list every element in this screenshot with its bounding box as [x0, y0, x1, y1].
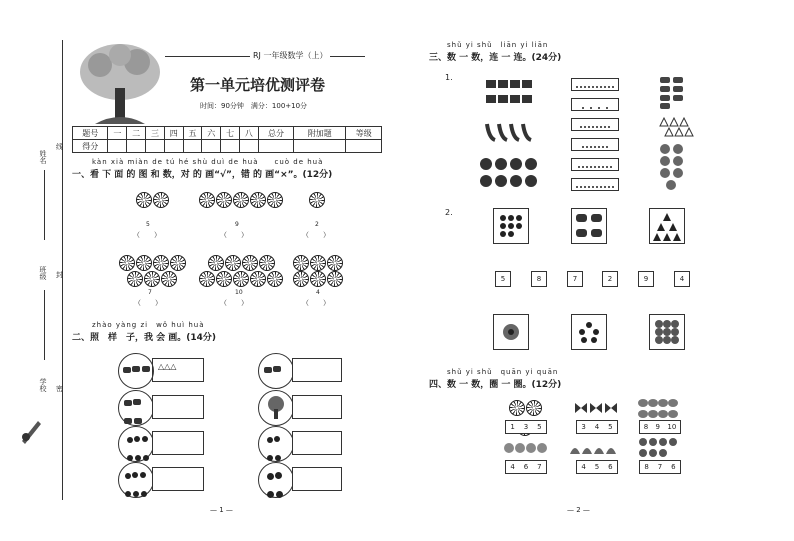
number-box[interactable]: 8	[531, 271, 547, 287]
dot-icon	[588, 86, 590, 88]
basket-icon	[135, 455, 141, 461]
bird-icon	[267, 437, 273, 443]
score-table-score-row	[73, 140, 382, 153]
truck-icon	[273, 366, 281, 372]
dot-icon	[580, 126, 582, 128]
dot-icon	[612, 186, 614, 188]
picture-card-triangles[interactable]	[649, 208, 685, 244]
option-number[interactable]: 7	[537, 463, 542, 471]
item-number: 9	[235, 221, 239, 228]
picture-circle-baskets	[118, 426, 154, 462]
option-number[interactable]: 1	[510, 423, 515, 431]
flower-icon	[526, 400, 542, 416]
option-number[interactable]: 3	[523, 423, 529, 431]
dot-icon	[588, 126, 590, 128]
item-number: 2	[315, 221, 319, 228]
flower-icon	[267, 192, 283, 208]
dot-bar[interactable]	[571, 118, 619, 131]
score-cell[interactable]	[127, 140, 146, 153]
flower-icon	[199, 192, 215, 208]
score-cell[interactable]	[258, 140, 293, 153]
option-box[interactable]	[505, 420, 547, 434]
score-cell[interactable]	[346, 140, 382, 153]
drawing-box[interactable]	[152, 467, 204, 491]
dot-icon	[600, 186, 602, 188]
table-header: 题号	[73, 127, 108, 140]
flower-icon	[136, 192, 152, 208]
number-box[interactable]: 4	[674, 271, 690, 287]
option-number[interactable]: 4	[510, 463, 515, 471]
flower-icon	[208, 255, 224, 271]
ball-icon	[275, 472, 282, 479]
table-header: 六	[202, 127, 221, 140]
option-number[interactable]: 8	[644, 463, 649, 471]
margin-label-seal: 封	[56, 271, 63, 279]
option-number[interactable]: 6	[523, 463, 529, 471]
flower-icon	[127, 271, 143, 287]
section4-heading: 四、数 一 数，圈 一 圈。(12分)	[429, 380, 562, 390]
option-number[interactable]: 5	[537, 423, 542, 431]
option-box[interactable]	[576, 420, 618, 434]
flower-icon	[327, 255, 343, 271]
dot-icon	[600, 86, 602, 88]
dot-icon	[580, 186, 582, 188]
picture-circle-trucks	[258, 353, 294, 389]
number-box[interactable]: 9	[638, 271, 654, 287]
item-number: 7	[148, 289, 152, 296]
car-icon	[132, 366, 140, 372]
option-number[interactable]: 3	[581, 423, 586, 431]
right-page	[397, 0, 794, 541]
flower-icon	[153, 255, 169, 271]
picture-circle-cars	[118, 353, 154, 389]
dot-icon	[592, 186, 594, 188]
dot-icon	[612, 86, 614, 88]
dot-icon	[586, 166, 588, 168]
answer-paren[interactable]: （ ）	[302, 299, 330, 307]
margin-label-line: 线	[56, 143, 63, 151]
dot-icon	[594, 146, 596, 148]
flower-icon	[293, 255, 309, 271]
answer-paren[interactable]: （ ）	[134, 299, 162, 307]
bird-icon	[267, 455, 273, 461]
dot-icon	[598, 166, 600, 168]
tree-logo	[75, 40, 165, 125]
count-group-fruit	[503, 440, 547, 460]
leaf-icon	[132, 472, 138, 478]
flags-group	[485, 78, 535, 112]
dot-icon	[604, 86, 606, 88]
dot-icon	[602, 146, 604, 148]
dot-icon	[576, 86, 578, 88]
flower-icon	[259, 255, 275, 271]
truck-icon	[264, 367, 272, 373]
drawing-box[interactable]	[152, 358, 204, 382]
table-header: 三	[146, 127, 165, 140]
dot-icon	[598, 146, 600, 148]
ball-icon	[276, 491, 283, 498]
section2-pinyin: zhào yàng zi wǒ huì huà	[92, 321, 205, 329]
flower-icon	[161, 271, 177, 287]
dot-bar[interactable]	[571, 78, 619, 91]
flower-icon	[327, 271, 343, 287]
basket-icon	[142, 436, 148, 442]
fish-icon	[124, 418, 132, 424]
option-number[interactable]: 6	[671, 463, 676, 471]
flower-icon	[310, 255, 326, 271]
dot-icon	[584, 186, 586, 188]
basket-icon	[134, 436, 140, 442]
table-header: 一	[108, 127, 127, 140]
car-icon	[142, 366, 150, 372]
flower-icon	[225, 255, 241, 271]
flower-icon	[136, 255, 152, 271]
flower-icon	[267, 271, 283, 287]
number-box[interactable]: 2	[602, 271, 618, 287]
dot-icon	[606, 146, 608, 148]
dot-icon	[608, 186, 610, 188]
score-cell[interactable]	[239, 140, 258, 153]
basket-icon	[127, 437, 133, 443]
table-header: 四	[164, 127, 183, 140]
count-group-shells	[569, 440, 621, 460]
margin-label-school: 学校	[39, 378, 47, 392]
answer-paren[interactable]: （ ）	[220, 231, 248, 239]
section1-heading: 一、看 下 面 的 图 和 数，对 的 画“√”，错 的 画“×”。(12分)	[72, 170, 333, 180]
picture-card-dots[interactable]	[493, 208, 529, 244]
dot-icon	[608, 126, 610, 128]
score-cell[interactable]	[221, 140, 240, 153]
option-number[interactable]: 6	[608, 463, 613, 471]
dot-icon	[586, 146, 588, 148]
leaves-group	[659, 143, 685, 195]
basket-icon	[143, 455, 149, 461]
dot-bar[interactable]	[571, 178, 619, 191]
dot-icon	[596, 126, 598, 128]
table-header: 七	[221, 127, 240, 140]
picture-circle-balls	[258, 462, 294, 498]
ball-icon	[267, 473, 274, 480]
flower-icon	[250, 192, 266, 208]
section2-heading: 二、照 样 子，我 会 画。(14分)	[72, 333, 217, 343]
bananas-group	[483, 120, 537, 146]
flower-icon	[216, 192, 232, 208]
car-icon	[123, 367, 131, 373]
answer-paren[interactable]: （ ）	[220, 299, 248, 307]
dot-icon	[598, 107, 600, 109]
answer-paren[interactable]: （ ）	[133, 231, 161, 239]
pencil-decoration	[18, 415, 44, 445]
table-header: 等级	[346, 127, 382, 140]
margin-label-name: 姓名	[39, 150, 47, 164]
dot-icon	[596, 86, 598, 88]
score-cell[interactable]	[294, 140, 346, 153]
fish-icon	[134, 418, 142, 424]
drawing-box[interactable]	[292, 358, 342, 382]
page-title: 第一单元培优测评卷	[190, 76, 326, 94]
dot-icon	[592, 126, 594, 128]
drawing-box[interactable]	[292, 431, 342, 455]
bird-icon	[275, 455, 281, 461]
bird-icon	[274, 436, 280, 442]
margin-label-dense: 密	[56, 385, 63, 393]
leaf-icon	[141, 491, 147, 497]
part1-label: 1.	[445, 73, 453, 82]
dot-icon	[590, 166, 592, 168]
candy-group	[659, 76, 685, 114]
option-box[interactable]	[639, 460, 681, 474]
section3-heading: 三、数 一 数，连 一 连。(24分)	[429, 53, 562, 63]
leaf-icon	[133, 491, 139, 497]
picture-circle-tree	[258, 390, 294, 426]
leaf-icon	[140, 472, 146, 478]
flowers-group	[479, 157, 539, 193]
flower-icon	[309, 192, 325, 208]
fish-icon	[133, 399, 141, 405]
score-cell[interactable]	[202, 140, 221, 153]
flower-icon	[119, 255, 135, 271]
section1-pinyin: kàn xià miàn de tú hé shù duì de huà cuò de huà	[92, 158, 324, 166]
flower-icon	[170, 255, 186, 271]
page-number: — 1 —	[210, 506, 233, 514]
table-header: 附加题	[294, 127, 346, 140]
flower-icon	[233, 271, 249, 287]
triangles-group	[659, 117, 695, 141]
option-box[interactable]	[576, 460, 618, 474]
dot-icon	[610, 166, 612, 168]
dot-icon	[590, 107, 592, 109]
dot-icon	[582, 166, 584, 168]
option-number[interactable]: 10	[667, 423, 677, 431]
section3-pinyin: shǔ yi shǔ liān yi liān	[447, 41, 549, 49]
dot-icon	[600, 126, 602, 128]
dot-icon	[604, 186, 606, 188]
dot-icon	[590, 146, 592, 148]
score-cell[interactable]	[108, 140, 127, 153]
flower-group	[196, 271, 286, 291]
dot-icon	[604, 126, 606, 128]
fish-icon	[124, 400, 132, 406]
dot-icon	[592, 86, 594, 88]
table-header: 五	[183, 127, 202, 140]
count-group-butterflies	[573, 400, 619, 420]
option-number[interactable]: 5	[594, 463, 600, 471]
flower-group	[117, 271, 187, 291]
flower-icon	[293, 271, 309, 287]
dot-icon	[602, 166, 604, 168]
dot-icon	[584, 86, 586, 88]
picture-card-five-dots[interactable]	[571, 314, 607, 350]
drawing-box[interactable]	[152, 395, 204, 419]
basket-icon	[127, 455, 133, 461]
flower-group	[307, 192, 327, 212]
score-cell[interactable]	[183, 140, 202, 153]
margin-label-class: 班级	[39, 266, 47, 280]
table-header: 八	[239, 127, 258, 140]
number-box[interactable]: 7	[567, 271, 583, 287]
drawing-box[interactable]	[152, 431, 204, 455]
option-number[interactable]: 8	[643, 423, 649, 431]
option-number[interactable]: 9	[655, 423, 660, 431]
tree-icon	[259, 391, 293, 425]
section4-pinyin: shǔ yi shǔ quān yi quān	[447, 368, 559, 376]
ball-icon	[267, 491, 274, 498]
series-label: RJ 一年级数学（上）	[250, 50, 330, 61]
flower-icon	[199, 271, 215, 287]
item-number: 4	[316, 289, 320, 296]
table-header: 总分	[258, 127, 293, 140]
picture-card-flower[interactable]	[493, 314, 529, 350]
name-field-line	[44, 170, 45, 240]
example-triangles: △△△	[158, 362, 177, 371]
flower-icon	[144, 271, 160, 287]
flower-group	[196, 192, 286, 212]
option-number[interactable]: 5	[608, 423, 613, 431]
flower-group	[290, 271, 345, 291]
option-number[interactable]: 4	[594, 423, 600, 431]
score-row-label: 得分	[73, 140, 108, 153]
leaf-icon	[125, 491, 131, 497]
dot-icon	[582, 107, 584, 109]
flower-group	[132, 192, 172, 212]
picture-card-leaves[interactable]	[649, 314, 685, 350]
flower-icon	[242, 255, 258, 271]
dot-bar[interactable]	[571, 98, 619, 111]
picture-circle-birds	[258, 426, 294, 462]
dot-icon	[608, 86, 610, 88]
time-score-info: 时间：90分钟 满分：100+10分	[200, 102, 308, 110]
page-number: — 2 —	[567, 506, 590, 514]
option-box[interactable]	[505, 460, 547, 474]
number-box[interactable]: 5	[495, 271, 511, 287]
table-header: 二	[127, 127, 146, 140]
dot-icon	[576, 186, 578, 188]
score-cell[interactable]	[164, 140, 183, 153]
dot-icon	[588, 186, 590, 188]
drawing-box[interactable]	[292, 395, 342, 419]
dot-icon	[596, 186, 598, 188]
dot-icon	[606, 166, 608, 168]
dot-icon	[606, 107, 608, 109]
flower-icon	[310, 271, 326, 287]
option-number[interactable]: 7	[657, 463, 663, 471]
picture-circle-fish	[118, 390, 154, 426]
option-box[interactable]	[639, 420, 681, 434]
part2-label: 2.	[445, 208, 453, 217]
score-table-header-row	[73, 127, 382, 140]
item-number: 5	[146, 221, 150, 228]
dot-bar[interactable]	[571, 138, 619, 151]
dot-icon	[582, 146, 584, 148]
flower-icon	[216, 271, 232, 287]
dot-icon	[580, 86, 582, 88]
leaf-icon	[125, 473, 131, 479]
flower-icon	[233, 192, 249, 208]
dot-icon	[578, 166, 580, 168]
flower-icon	[250, 271, 266, 287]
answer-paren[interactable]: （ ）	[302, 231, 330, 239]
drawing-box[interactable]	[292, 467, 342, 491]
flower-icon	[153, 192, 169, 208]
dot-bar[interactable]	[571, 158, 619, 171]
dot-icon	[584, 126, 586, 128]
picture-card-animals[interactable]	[571, 208, 607, 244]
dot-icon	[594, 166, 596, 168]
option-number[interactable]: 4	[581, 463, 586, 471]
flower-icon	[509, 400, 525, 416]
class-field-line	[44, 290, 45, 360]
picture-circle-leaves	[118, 462, 154, 498]
score-cell[interactable]	[146, 140, 165, 153]
item-number: 10	[235, 289, 243, 296]
score-table	[72, 126, 382, 153]
